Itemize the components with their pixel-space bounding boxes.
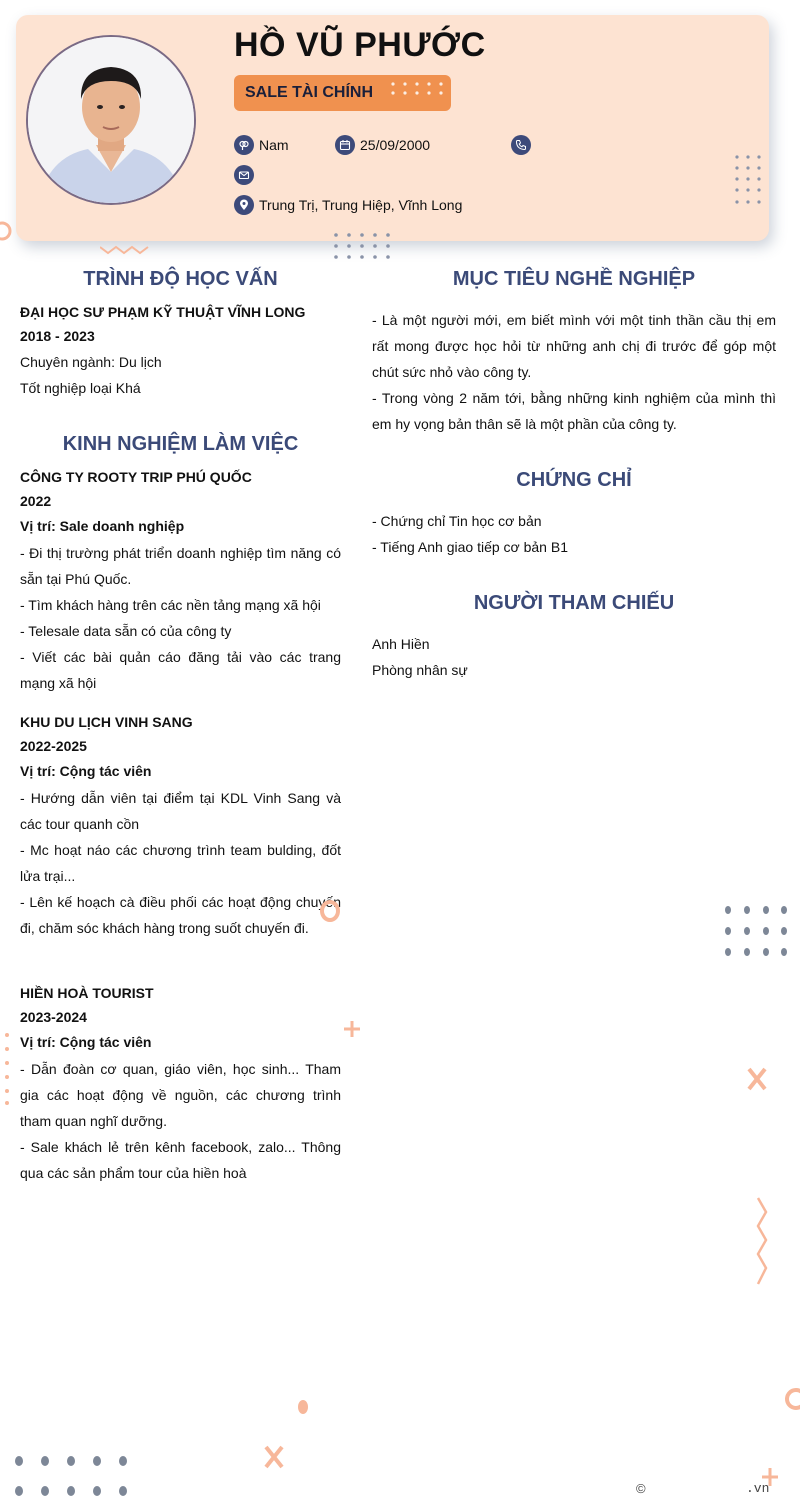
gender-icon: [234, 135, 254, 155]
dots-decoration: [2, 1030, 12, 1108]
candidate-name: HỒ VŨ PHƯỚC: [234, 26, 486, 64]
ring-decoration: [0, 220, 14, 242]
job-company: KHU DU LỊCH VINH SANG: [20, 714, 193, 730]
email-info: [234, 165, 259, 185]
ring-decoration: [782, 1384, 800, 1414]
copyright-mark: ©: [636, 1481, 646, 1496]
education-years: 2018 - 2023: [20, 328, 95, 344]
ring-decoration: [318, 898, 342, 924]
phone-info: [511, 135, 536, 155]
cross-decoration: [263, 1444, 285, 1470]
job-company: HIỀN HOÀ TOURIST: [20, 985, 154, 1001]
dots-decoration: [722, 904, 788, 956]
job-position: Vị trí: Sale doanh nghiệp: [20, 518, 185, 534]
reference-name: Anh Hiền: [372, 636, 430, 652]
zigzag-decoration: [754, 1196, 770, 1288]
job-position: Vị trí: Cộng tác viên: [20, 763, 152, 779]
education-grade: Tốt nghiệp loại Khá: [20, 380, 141, 396]
role-badge: [234, 75, 451, 111]
cross-decoration: [746, 1066, 768, 1092]
job-years: 2022: [20, 493, 52, 509]
certificates-title: CHỨNG CHỈ: [516, 469, 632, 491]
education-major: Chuyên ngành: Du lịch: [20, 354, 162, 370]
mail-icon: [234, 165, 254, 185]
phone-icon: [511, 135, 531, 155]
dots-decoration: [734, 154, 762, 208]
profile-photo: [26, 35, 196, 205]
dots-decoration: [333, 232, 393, 262]
experience-title: KINH NGHIỆM LÀM VIỆC: [62, 433, 299, 455]
job-position: Vị trí: Cộng tác viên: [20, 1034, 152, 1050]
objective-title: MỤC TIÊU NGHỀ NGHIỆP: [452, 268, 696, 290]
job-years: 2023-2024: [20, 1009, 87, 1025]
dot-decoration: [296, 1398, 310, 1416]
role-title: SALE TÀI CHÍNH: [245, 84, 373, 101]
dots-decoration: [10, 1452, 130, 1498]
certificate-item: - Chứng chỉ Tin học cơ bản: [372, 513, 542, 529]
location-pin-icon: [234, 195, 254, 215]
gender-value: Nam: [259, 137, 289, 153]
job-duties: - Hướng dẫn viên tại điểm tại KDL Vinh Sang và các tour quanh cồn - Mc hoạt náo các chương trình team bulding, đốt lửa trại... - Lên kế hoạch cà điều phối các hoạt động chuyến đi, chăm sóc khách hàng trong suốt chuyến đi.: [20, 790, 341, 936]
address-value: Trung Trị, Trung Hiệp, Vĩnh Long: [259, 197, 463, 213]
zigzag-decoration: [100, 244, 152, 256]
badge-dots-decoration: [390, 81, 444, 105]
job-years: 2022-2025: [20, 738, 87, 754]
calendar-icon: [335, 135, 355, 155]
birthday-value: 25/09/2000: [360, 137, 431, 153]
plus-decoration: [760, 1466, 780, 1488]
education-school: ĐẠI HỌC SƯ PHẠM KỸ THUẬT VĨNH LONG: [20, 304, 306, 320]
reference-department: Phòng nhân sự: [372, 662, 468, 678]
education-title: TRÌNH ĐỘ HỌC VẤN: [83, 268, 278, 290]
plus-decoration: [342, 1019, 362, 1039]
footer-domain: .vn: [746, 1481, 770, 1496]
job-duties: - Dẫn đoàn cơ quan, giáo viên, học sinh... Tham gia các hoạt động về nguồn, các chương trình tham quan nghĩ dưỡng. - Sale khách lẻ trên kênh facebook, zalo... Thông qua các sản phẩm tour của hiền hoà: [20, 1061, 341, 1181]
gender-info: [234, 135, 289, 155]
objective-text: - Là một người mới, em biết mình với một tinh thần cầu thị em rất mong được học hỏi từ những anh chị đi trước để góp một chút sức nhỏ vào công ty. - Trong vòng 2 năm tới, bằng những kinh nghiệm của mình thì em hy vọng bản thân sẽ là một phần của công ty.: [372, 312, 776, 432]
address-info: [234, 195, 462, 215]
job-duties: - Đi thị trường phát triển doanh nghiệp tìm năng có sẵn tại Phú Quốc. - Tìm khách hàng trên các nền tảng mạng xã hội - Telesale data sẵn có của công ty - Viết các bài quản cáo đăng tải vào các trang mạng xã hội: [20, 545, 341, 691]
job-company: CÔNG TY ROOTY TRIP PHÚ QUỐC: [20, 469, 252, 485]
certificate-item: - Tiếng Anh giao tiếp cơ bản B1: [372, 539, 568, 555]
references-title: NGƯỜI THAM CHIẾU: [473, 592, 675, 614]
birthday-info: [335, 135, 430, 155]
